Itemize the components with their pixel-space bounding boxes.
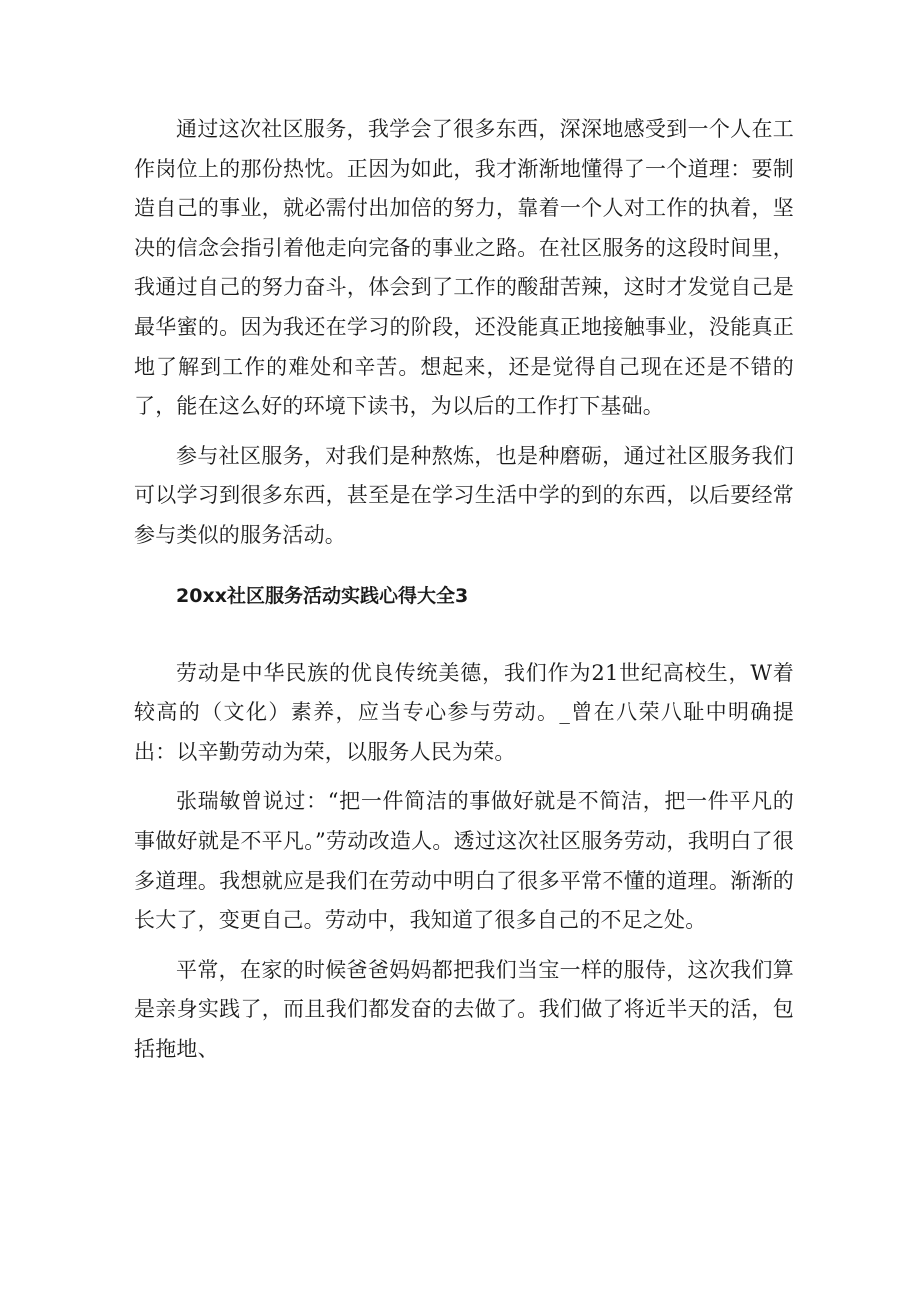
paragraph-community-service-lessons: 通过这次社区服务，我学会了很多东西，深深地感受到一个人在工作岗位上的那份热忱。正因为如此，我才渐渐地懂得了一个道理：要制造自己的事业，就必需付出加倍的努力，靠着一个人对工作的执着，坚决的信念会指引着他走向完备的事业之路。在社区服务的这段时间里，我通过自己的努力奋斗，体会到了工作的酸甜苦辣，这时才发觉自己是最华蜜的。因为我还在学习的阶段，还没能真正地接触事业，没能真正地了解到工作的难处和辛苦。想起来，还是觉得自己现在还是不错的了，能在这么好的环境下读书，为以后的工作打下基础。 xyxy=(134,117,794,419)
paragraph-home-practice: 平常，在家的时候爸爸妈妈都把我们当宝一样的服侍，这次我们算是亲身实践了，而且我们都发奋的去做了。我们做了将近半天的活，包括拖地、 xyxy=(134,957,794,1061)
paragraph-labor-virtue: 劳动是中华民族的优良传统美德，我们作为21世纪高校生，W着较高的（文化）素养，应当专心参与劳动。_曾在八荣八耻中明确提出：以辛勤劳动为荣，以服务人民为荣。 xyxy=(134,660,794,764)
paragraph-community-service-training: 参与社区服务，对我们是种熬炼，也是种磨砺，通过社区服务我们可以学习到很多东西，甚至是在学习生活中学的到的东西，以后要经常参与类似的服务活动。 xyxy=(134,443,794,547)
section-heading: 20xx社区服务活动实践心得大全3 xyxy=(176,584,469,607)
paragraph-zhang-ruimin-quote: 张瑞敏曾说过：“把一件简洁的事做好就是不简洁，把一件平凡的事做好就是不平凡。”劳动改造人。透过这次社区服务劳动，我明白了很多道理。我想就应是我们在劳动中明白了很多平常不懂的道理。渐渐的长大了，变更自己。劳动中，我知道了很多自己的不足之处。 xyxy=(134,789,794,933)
document-page xyxy=(134,110,794,1069)
